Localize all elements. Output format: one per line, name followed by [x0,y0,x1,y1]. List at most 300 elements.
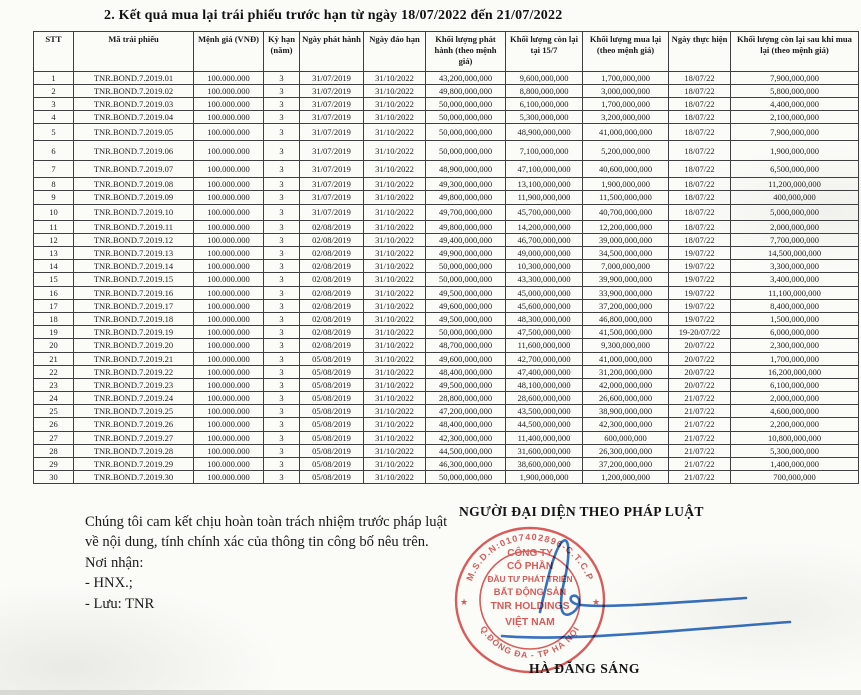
table-cell: 9,600,000,000 [506,71,583,84]
table-cell: 05/08/2019 [300,352,364,365]
table-cell: 31/10/2022 [364,418,426,431]
table-cell: 31/10/2022 [364,326,426,339]
table-row [34,124,859,141]
table-cell: 5,800,000,000 [731,84,859,97]
table-cell: 7,900,000,000 [731,71,859,84]
table-cell: 3 [264,220,300,233]
table-cell: 31/10/2022 [364,220,426,233]
stamp-star-left-icon: ★ [460,597,469,607]
table-cell: 100.000.000 [194,378,264,391]
table-cell: 100.000.000 [194,141,264,161]
table-cell: TNR.BOND.7.2019.28 [74,444,194,457]
table-cell: 02/08/2019 [300,299,364,312]
table-cell: TNR.BOND.7.2019.01 [74,71,194,84]
table-cell: 20/07/22 [669,365,731,378]
table-cell: 18/07/22 [669,124,731,141]
table-cell: 18/07/22 [669,204,731,220]
table-cell: 3 [264,339,300,352]
table-cell: 47,100,000,000 [506,161,583,178]
table-cell: 19/07/22 [669,273,731,286]
table-cell: 40,700,000,000 [583,204,669,220]
table-cell: 44,500,000,000 [506,418,583,431]
table-row [34,431,859,444]
table-row [34,191,859,204]
table-cell: 02/08/2019 [300,326,364,339]
table-cell: 42,300,000,000 [426,431,506,444]
table-cell: 1,700,000,000 [583,97,669,110]
table-cell: 17 [34,299,74,312]
table-cell: 1 [34,71,74,84]
table-cell: 12,200,000,000 [583,220,669,233]
table-cell: 3 [264,233,300,246]
table-cell: 2,000,000,000 [731,392,859,405]
column-header-9: Ngày thực hiện [669,32,731,72]
table-cell: 2,000,000,000 [731,220,859,233]
table-cell: 3 [264,352,300,365]
table-cell: 48,400,000,000 [426,365,506,378]
table-cell: 13 [34,247,74,260]
table-cell: 38,900,000,000 [583,405,669,418]
table-cell: 3 [264,286,300,299]
table-cell: 05/08/2019 [300,365,364,378]
footer-left-block [85,512,457,614]
table-cell: 100.000.000 [194,431,264,444]
table-cell: 31/10/2022 [364,378,426,391]
table-cell: 3 [264,312,300,325]
table-cell: 18/07/22 [669,220,731,233]
table-cell: 50,000,000,000 [426,111,506,124]
table-cell: 05/08/2019 [300,431,364,444]
stamp-ring-text-top: M.S.D.N:0107402896-C.T.C.P [464,531,596,583]
column-header-5: Ngày đáo hạn [364,32,426,72]
table-cell: TNR.BOND.7.2019.10 [74,204,194,220]
table-cell: 7 [34,161,74,178]
table-cell: 3 [264,141,300,161]
table-cell: 49,500,000,000 [426,312,506,325]
table-cell: 49,600,000,000 [426,299,506,312]
table-row [34,141,859,161]
table-cell: 3 [264,71,300,84]
stamp-center-line-4: BẤT ĐỘNG SẢN [493,586,567,597]
table-cell: 41,000,000,000 [583,352,669,365]
table-cell: 16 [34,286,74,299]
table-cell: 49,300,000,000 [426,178,506,191]
table-cell: 31/07/2019 [300,124,364,141]
stamp-star-right-icon: ★ [592,597,601,607]
table-cell: 37,200,000,000 [583,458,669,471]
table-cell: 02/08/2019 [300,339,364,352]
table-cell: 39,900,000,000 [583,273,669,286]
table-cell: 38,600,000,000 [506,458,583,471]
table-cell: 48,400,000,000 [426,418,506,431]
table-cell: 3,000,000,000 [583,84,669,97]
table-cell: TNR.BOND.7.2019.14 [74,260,194,273]
table-cell: 21 [34,352,74,365]
table-cell: 100.000.000 [194,178,264,191]
table-cell: 3 [264,326,300,339]
table-cell: 44,500,000,000 [426,444,506,457]
table-cell: 21/07/22 [669,392,731,405]
table-cell: 11,600,000,000 [506,339,583,352]
table-cell: 1,200,000,000 [583,471,669,484]
table-cell: 31/07/2019 [300,141,364,161]
table-cell: 31/10/2022 [364,84,426,97]
table-cell: 02/08/2019 [300,220,364,233]
table-cell: TNR.BOND.7.2019.20 [74,339,194,352]
table-cell: 31/10/2022 [364,97,426,110]
table-cell: 8,400,000,000 [731,299,859,312]
table-cell: TNR.BOND.7.2019.08 [74,178,194,191]
table-row [34,392,859,405]
table-cell: 42,300,000,000 [583,418,669,431]
table-cell: TNR.BOND.7.2019.04 [74,111,194,124]
table-cell: 05/08/2019 [300,405,364,418]
table-cell: 100.000.000 [194,352,264,365]
table-cell: 18/07/22 [669,111,731,124]
table-cell: 31/10/2022 [364,431,426,444]
table-cell: 49,500,000,000 [426,378,506,391]
table-cell: 41,500,000,000 [583,326,669,339]
table-cell: 31/10/2022 [364,392,426,405]
table-cell: 31/10/2022 [364,178,426,191]
table-row [34,365,859,378]
table-cell: 1,900,000,000 [583,178,669,191]
table-cell: 1,500,000,000 [731,312,859,325]
table-cell: 3 [264,418,300,431]
table-cell: TNR.BOND.7.2019.21 [74,352,194,365]
table-cell: 37,200,000,000 [583,299,669,312]
table-cell: 2,100,000,000 [731,111,859,124]
table-cell: 100.000.000 [194,71,264,84]
table-cell: 31/10/2022 [364,191,426,204]
table-cell: 100.000.000 [194,204,264,220]
signature-main-stroke [540,540,746,614]
table-cell: 31/10/2022 [364,71,426,84]
table-cell: 45,700,000,000 [506,204,583,220]
table-cell: 23 [34,378,74,391]
table-cell: 100.000.000 [194,418,264,431]
table-cell: TNR.BOND.7.2019.18 [74,312,194,325]
table-cell: 48,900,000,000 [426,161,506,178]
table-cell: 30 [34,471,74,484]
table-cell: 100.000.000 [194,326,264,339]
table-cell: TNR.BOND.7.2019.29 [74,458,194,471]
table-row [34,312,859,325]
table-cell: 10,300,000,000 [506,260,583,273]
representative-title: NGƯỜI ĐẠI DIỆN THEO PHÁP LUẬT [459,504,704,519]
table-cell: TNR.BOND.7.2019.16 [74,286,194,299]
table-cell: 100.000.000 [194,111,264,124]
table-cell: 31/07/2019 [300,178,364,191]
signature-handwriting [490,528,802,646]
table-cell: 3 [264,204,300,220]
table-cell: 19/07/22 [669,260,731,273]
table-cell: 3 [264,97,300,110]
table-cell: 3 [264,260,300,273]
table-cell: 31/10/2022 [364,339,426,352]
table-cell: 3 [264,191,300,204]
table-cell: 31/10/2022 [364,299,426,312]
table-header-row [34,32,859,72]
table-cell: 49,500,000,000 [426,286,506,299]
table-cell: 22 [34,365,74,378]
table-cell: 700,000,000 [731,471,859,484]
table-cell: 3 [264,247,300,260]
table-row [34,418,859,431]
recipient-luu: - Lưu: TNR [85,595,155,612]
table-row [34,299,859,312]
table-cell: 3,400,000,000 [731,273,859,286]
table-cell: TNR.BOND.7.2019.11 [74,220,194,233]
table-cell: 31/10/2022 [364,458,426,471]
table-cell: 100.000.000 [194,220,264,233]
table-row [34,71,859,84]
table-cell: 49,600,000,000 [426,352,506,365]
table-cell: 100.000.000 [194,273,264,286]
table-cell: 31/10/2022 [364,365,426,378]
table-cell: 5,200,000,000 [583,141,669,161]
table-cell: 100.000.000 [194,191,264,204]
table-cell: 11,200,000,000 [731,178,859,191]
table-cell: 11,900,000,000 [506,191,583,204]
table-cell: 21/07/22 [669,418,731,431]
table-cell: 18/07/22 [669,191,731,204]
table-cell: 02/08/2019 [300,260,364,273]
table-cell: 29 [34,458,74,471]
table-cell: 19/07/22 [669,299,731,312]
table-cell: 31/10/2022 [364,286,426,299]
table-cell: 02/08/2019 [300,247,364,260]
table-cell: 49,800,000,000 [426,220,506,233]
table-cell: 3 [264,299,300,312]
representative-name: HÀ ĐĂNG SÁNG [529,661,640,676]
table-row [34,233,859,246]
table-cell: 10,800,000,000 [731,431,859,444]
signature-underline-stroke [502,622,790,638]
table-body [34,71,859,484]
table-cell: 11,400,000,000 [506,431,583,444]
table-cell: 3 [264,444,300,457]
table-cell: 49,700,000,000 [426,204,506,220]
table-row [34,178,859,191]
recipients-label: Nơi nhận: [85,555,144,572]
column-header-2: Mệnh giá (VNĐ) [194,32,264,72]
column-header-8: Khối lượng mua lại (theo mệnh giá) [583,32,669,72]
table-cell: 25 [34,405,74,418]
table-cell: 05/08/2019 [300,378,364,391]
table-cell: 50,000,000,000 [426,124,506,141]
table-cell: 14,500,000,000 [731,247,859,260]
table-cell: 600,000,000 [583,431,669,444]
table-cell: 02/08/2019 [300,312,364,325]
table-cell: 31/10/2022 [364,312,426,325]
table-row [34,247,859,260]
table-cell: 48,700,000,000 [426,339,506,352]
table-cell: 100.000.000 [194,233,264,246]
table-cell: 21/07/22 [669,444,731,457]
table-cell: 100.000.000 [194,471,264,484]
table-cell: 31/07/2019 [300,191,364,204]
table-cell: 47,400,000,000 [506,365,583,378]
table-cell: 31/07/2019 [300,111,364,124]
table-row [34,352,859,365]
table-cell: 100.000.000 [194,247,264,260]
table-row [34,273,859,286]
table-cell: TNR.BOND.7.2019.24 [74,392,194,405]
table-cell: 31/07/2019 [300,97,364,110]
table-cell: 100.000.000 [194,260,264,273]
table-row [34,111,859,124]
table-row [34,378,859,391]
table-cell: TNR.BOND.7.2019.07 [74,161,194,178]
table-cell: TNR.BOND.7.2019.19 [74,326,194,339]
table-cell: 3,200,000,000 [583,111,669,124]
table-cell: 1,700,000,000 [583,71,669,84]
column-header-10: Khối lượng còn lại sau khi mua lại (theo mệnh giá) [731,32,859,72]
table-cell: 47,500,000,000 [506,326,583,339]
table-cell: TNR.BOND.7.2019.17 [74,299,194,312]
table-cell: 19/07/22 [669,286,731,299]
table-cell: 6,100,000,000 [506,97,583,110]
table-cell: 05/08/2019 [300,471,364,484]
table-cell: 5,300,000,000 [506,111,583,124]
table-cell: 100.000.000 [194,97,264,110]
table-cell: 4,400,000,000 [731,97,859,110]
table-cell: 31/07/2019 [300,204,364,220]
table-row [34,444,859,457]
table-cell: 2,200,000,000 [731,418,859,431]
table-cell: 14,200,000,000 [506,220,583,233]
table-cell: 9 [34,191,74,204]
table-cell: 18/07/22 [669,141,731,161]
table-cell: 100.000.000 [194,444,264,457]
table-cell: 50,000,000,000 [426,471,506,484]
table-cell: 26 [34,418,74,431]
table-cell: 31/07/2019 [300,84,364,97]
table-cell: 31,600,000,000 [506,444,583,457]
stamp-center-line-5: TNR HOLDINGS [490,601,570,612]
table-cell: TNR.BOND.7.2019.03 [74,97,194,110]
table-cell: 31/10/2022 [364,405,426,418]
table-cell: TNR.BOND.7.2019.22 [74,365,194,378]
page-title: 2. Kết quả mua lại trái phiếu trước hạn từ ngày 18/07/2022 đến 21/07/2022 [104,8,563,23]
table-cell: 100.000.000 [194,392,264,405]
table-cell: 05/08/2019 [300,392,364,405]
table-cell: 6 [34,141,74,161]
table-cell: 6,100,000,000 [731,378,859,391]
table-cell: 21/07/22 [669,471,731,484]
table-cell: 6,000,000,000 [731,326,859,339]
commitment-text: Chúng tôi cam kết chịu hoàn toàn trách nhiệm trước pháp luật về nội dung, tính chính xác của thông tin công bố nêu trên. [85,514,448,551]
table-cell: 1,900,000,000 [731,141,859,161]
recipient-hnx: - HNX.; [85,575,133,592]
table-cell: 49,800,000,000 [426,191,506,204]
table-cell: 41,000,000,000 [583,124,669,141]
table-cell: 48,100,000,000 [506,378,583,391]
table-cell: 8,800,000,000 [506,84,583,97]
table-cell: 43,200,000,000 [426,71,506,84]
table-cell: 46,800,000,000 [583,312,669,325]
table-cell: 3 [264,458,300,471]
table-row [34,405,859,418]
table-cell: 15 [34,273,74,286]
table-cell: 34,500,000,000 [583,247,669,260]
stamp-center-line-6: VIỆT NAM [505,617,555,628]
table-cell: 31/10/2022 [364,444,426,457]
table-cell: TNR.BOND.7.2019.06 [74,141,194,161]
table-cell: 46,300,000,000 [426,458,506,471]
table-cell: 20/07/22 [669,352,731,365]
table-cell: 18/07/22 [669,84,731,97]
table-row [34,161,859,178]
table-cell: 18/07/22 [669,71,731,84]
table-cell: 21/07/22 [669,405,731,418]
table-cell: 28,800,000,000 [426,392,506,405]
table-cell: TNR.BOND.7.2019.15 [74,273,194,286]
table-cell: 16,200,000,000 [731,365,859,378]
table-cell: 3 [264,178,300,191]
stamp-center-line-3: ĐẦU TƯ PHÁT TRIỂN [487,574,573,584]
table-cell: 5 [34,124,74,141]
table-cell: 43,300,000,000 [506,273,583,286]
column-header-4: Ngày phát hành [300,32,364,72]
table-cell: 100.000.000 [194,312,264,325]
table-cell: 4 [34,111,74,124]
table-cell: 48,300,000,000 [506,312,583,325]
table-cell: 40,600,000,000 [583,161,669,178]
table-header [34,32,859,72]
table-cell: 28,600,000,000 [506,392,583,405]
table-cell: 21/07/22 [669,431,731,444]
table-cell: 7,900,000,000 [731,124,859,141]
table-cell: 2 [34,84,74,97]
table-cell: 100.000.000 [194,299,264,312]
table-cell: 49,800,000,000 [426,84,506,97]
table-cell: 8 [34,178,74,191]
table-row [34,326,859,339]
table-cell: 05/08/2019 [300,458,364,471]
table-cell: 49,900,000,000 [426,247,506,260]
table-cell: 39,000,000,000 [583,233,669,246]
table-cell: 31/10/2022 [364,260,426,273]
table-cell: 05/08/2019 [300,418,364,431]
table-cell: 7,000,000,000 [583,260,669,273]
table-cell: 3 [264,365,300,378]
table-cell: 19/07/22 [669,312,731,325]
table-cell: 50,000,000,000 [426,326,506,339]
table-cell: 18/07/22 [669,97,731,110]
table-cell: 31/10/2022 [364,141,426,161]
table-cell: 27 [34,431,74,444]
table-cell: 400,000,000 [731,191,859,204]
table-cell: 100.000.000 [194,365,264,378]
table-cell: 02/08/2019 [300,233,364,246]
table-cell: 31/10/2022 [364,124,426,141]
table-cell: 3 [264,392,300,405]
table-cell: 24 [34,392,74,405]
table-cell: 3 [264,273,300,286]
table-cell: 100.000.000 [194,339,264,352]
column-header-3: Kỳ hạn (năm) [264,32,300,72]
table-cell: 43,500,000,000 [506,405,583,418]
table-cell: 6,500,000,000 [731,161,859,178]
table-cell: 9,300,000,000 [583,339,669,352]
table-cell: 31/10/2022 [364,471,426,484]
table-cell: 50,000,000,000 [426,141,506,161]
column-header-7: Khối lượng còn lại tại 15/7 [506,32,583,72]
table-cell: 45,000,000,000 [506,286,583,299]
table-cell: 3 [264,111,300,124]
